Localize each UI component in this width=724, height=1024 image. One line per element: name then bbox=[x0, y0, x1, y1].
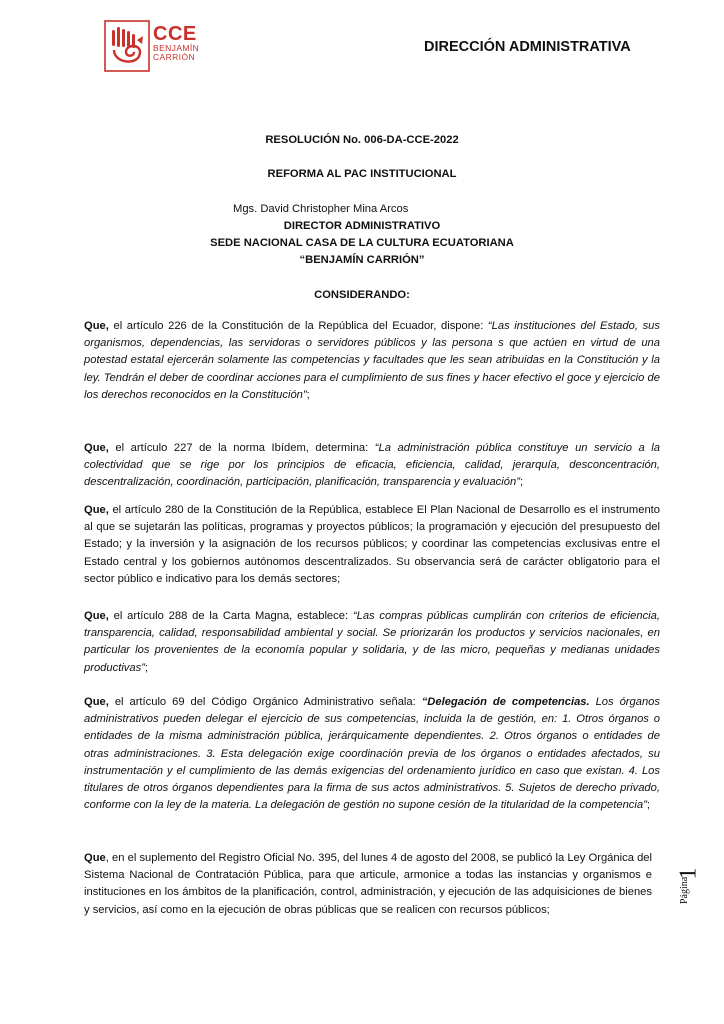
paragraph-lead: Que, bbox=[84, 442, 109, 454]
paragraph-lead: Que, bbox=[84, 320, 109, 332]
paragraph-tail: ; bbox=[306, 388, 310, 401]
paragraph-4 bbox=[84, 608, 660, 677]
paragraph-lead: Que, bbox=[84, 696, 109, 708]
brand-block bbox=[153, 24, 199, 62]
paragraph-lead: Que, bbox=[84, 504, 109, 516]
paragraph-text: el artículo 227 de la norma Ibídem, determina: bbox=[108, 442, 375, 454]
paragraph-6 bbox=[84, 850, 652, 919]
paragraph-quote: “Las instituciones del Estado, sus organismos, dependencias, las servidoras o servidores públicos y las persona s que actúen en virtud de una potestad estatal ejercerán solamente las competencias y facultades que les sean atribuidas en la Constitución y la ley. Tendrán el deber de coordinar acciones para el cumplimiento de sus fines y hacer efectivo el goce y ejercicio de los derechos reconocidos en la Constitución” bbox=[84, 320, 660, 401]
considerando-heading: CONSIDERANDO: bbox=[314, 289, 410, 301]
paragraph-text: el artículo 288 de la Carta Magna, establece: bbox=[108, 610, 353, 622]
cce-logo-icon bbox=[104, 20, 150, 72]
paragraph-tail: ; bbox=[144, 661, 149, 674]
paragraph-lead: Que bbox=[84, 852, 106, 864]
paragraph-text: , en el suplemento del Registro Oficial No. 395, del lunes 4 de agosto del 2008, se publicó la Ley Orgánica del Sistema Nacional de Contratación Pública, para que articule, armonice a todas las instancias y organismos e instituciones en los ámbitos de la planificación, control, administración, y ejecución de las adquisiciones de bienes y servicios, así como en la ejecución de obras públicas que se realicen con recursos públicos; bbox=[84, 852, 652, 916]
signer-name: Mgs. David Christopher Mina Arcos bbox=[233, 203, 409, 215]
brand-name: CCE bbox=[153, 23, 197, 45]
paragraph-text: el artículo 69 del Código Orgánico Administrativo señala: bbox=[108, 696, 422, 708]
paragraph-quote-heading: “Delegación de competencias. bbox=[421, 696, 590, 708]
page-number-block bbox=[675, 860, 723, 920]
page-number: 1 bbox=[675, 867, 702, 880]
paragraph-quote: “Las compras públicas cumplirán con criterios de eficiencia, transparencia, calidad, responsabilidad ambiental y social. Se priorizarán los productos y servicios nacionales, en particular los provenientes de la economía popular y solidaria, y de las micro, pequeñas y medianas unidades productivas” bbox=[84, 610, 661, 674]
paragraph-2 bbox=[84, 440, 660, 492]
resolution-number: RESOLUCIÓN No. 006-DA-CCE-2022 bbox=[265, 134, 459, 146]
department-title: DIRECCIÓN ADMINISTRATIVA bbox=[424, 39, 631, 55]
brand-sub2: CARRIÓN bbox=[153, 52, 195, 62]
paragraph-quote: “La administración pública constituye un servicio a la colectividad que se rige por los principios de eficacia, eficiencia, calidad, jerarquía, desconcentración, descentralización, coordinación, participación, planificación, transparencia y evaluación” bbox=[84, 442, 660, 489]
resolution-subject: REFORMA AL PAC INSTITUCIONAL bbox=[267, 168, 457, 180]
paragraph-1 bbox=[84, 318, 660, 404]
paragraph-3 bbox=[84, 502, 660, 588]
paragraph-quote: Los órganos administrativos pueden delegar el ejercicio de sus competencias, incluida la de gestión, en: 1. Otros órganos o entidades de la misma administración pública, jerárquicamente dependientes. 2. Otros órganos o entidades de otras administraciones. 3. Esta delegación exige coordinación previa de los órganos o entidades afectados, su instrumentación y el cumplimiento de las demás exigencias del ordenamiento jurídico en caso que existan. 4. Los titulares de otros órganos dependientes para la firma de sus actos administrativos. 5. Sujetos de derecho privado, conforme con la ley de la materia. La delegación de gestión no supone cesión de la titularidad de la competencia” bbox=[84, 696, 660, 812]
signer-institution-name: “BENJAMÍN CARRIÓN” bbox=[299, 254, 425, 266]
brand-sub1: BENJAMÍN bbox=[153, 43, 200, 53]
paragraph-5 bbox=[84, 694, 660, 814]
signer-role: DIRECTOR ADMINISTRATIVO bbox=[283, 220, 441, 232]
signer-institution: SEDE NACIONAL CASA DE LA CULTURA ECUATORIANA bbox=[210, 237, 514, 249]
page-word: Página bbox=[679, 876, 690, 904]
paragraph-tail: ; bbox=[646, 799, 650, 812]
paragraph-tail: ; bbox=[519, 476, 524, 489]
paragraph-lead: Que, bbox=[84, 610, 109, 622]
paragraph-text: el artículo 226 de la Constitución de la República del Ecuador, dispone: bbox=[108, 320, 488, 332]
paragraph-text: el artículo 280 de la Constitución de la República, establece El Plan Nacional de Desarrollo es el instrumento al que se sujetarán las políticas, programas y proyectos públicos; la programación y ejecución del presupuesto del Estado; y la inversión y la asignación de los recursos públicos; y coordinar las competencias exclusivas entre el Estado central y los gobiernos autónomos descentralizados. Su observancia será de carácter obligatorio para el sector público e indicativo para los demás sectores; bbox=[84, 504, 660, 585]
